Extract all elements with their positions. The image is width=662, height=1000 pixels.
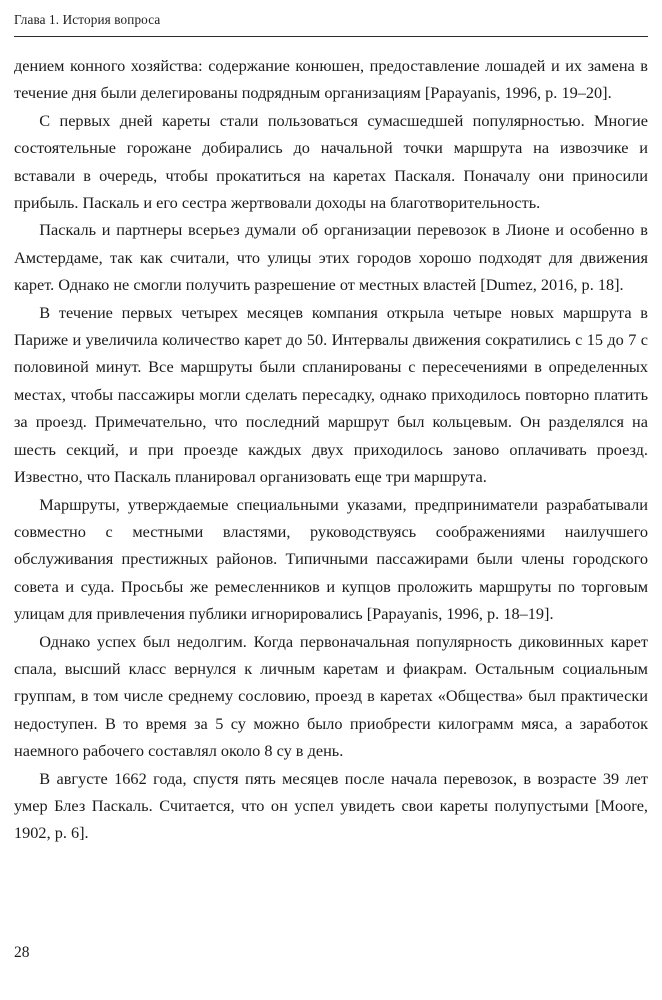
paragraph: Однако успех был недолгим. Когда первоначальная популярность диковинных карет спала, высший класс вернулся к личным каретам и фиакрам. Остальным социальным группам, в том числе среднему сословию, проезд в каретах «Общества» был практически недоступен. В то время за 5 су можно было приобрести килограмм мяса, а заработок наемного рабочего составлял около 8 су в день. — [14, 631, 648, 761]
paragraph: С первых дней кареты стали пользоваться сумасшедшей популярностью. Многие состоятельные горожане добирались до начальной точки маршрута на извозчике и вставали в очередь, чтобы прокатиться на каретах Паскаля. Поначалу они приносили прибыль. Паскаль и его сестра жертвовали доходы на благотворительность. — [14, 110, 648, 213]
paragraph: Маршруты, утверждаемые специальными указами, предприниматели разрабатывали совместно с местными властями, руководствуясь соображениями наилучшего обслуживания престижных районов. Типичными пассажирами были члены городского совета и суда. Просьбы же ремесленников и купцов проложить маршруты по торговым улицам для привлечения публики игнорировались [Papayanis, 1996, p. 18–19]. — [14, 494, 648, 624]
header-rule — [14, 36, 648, 37]
page-number: 28 — [14, 944, 30, 961]
paragraph: В течение первых четырех месяцев компания открыла четыре новых маршрута в Париже и увеличила количество карет до 50. Интервалы движения сократились с 15 до 7 с половиной минут. Все маршруты были спланированы с пересечениями в определенных местах, чтобы пассажиры могли сделать пересадку, однако приходилось повторно платить за проезд. Примечательно, что последний маршрут был кольцевым. Он разделялся на шесть секций, и при проезде каждых двух приходилось заново оплачивать проезд. Известно, что Паскаль планировал организовать еще три маршрута. — [14, 302, 648, 487]
paragraph: дением конного хозяйства: содержание конюшен, предоставление лошадей и их замена в течение дня были делегированы подрядным организациям [Papayanis, 1996, p. 19–20]. — [14, 56, 648, 103]
running-head: Глава 1. История вопроса — [14, 12, 161, 27]
body-text — [14, 52, 648, 847]
paragraph: Паскаль и партнеры всерьез думали об организации перевозок в Лионе и особенно в Амстердаме, так как считали, что улицы этих городов хорошо подходят для движения карет. Однако не смогли получить разрешение от местных властей [Dumez, 2016, p. 18]. — [14, 220, 648, 295]
paragraph: В августе 1662 года, спустя пять месяцев после начала перевозок, в возрасте 39 лет умер Блез Паскаль. Считается, что он успел увидеть свои кареты полупустыми [Moore, 1902, p. 6]. — [14, 768, 648, 843]
